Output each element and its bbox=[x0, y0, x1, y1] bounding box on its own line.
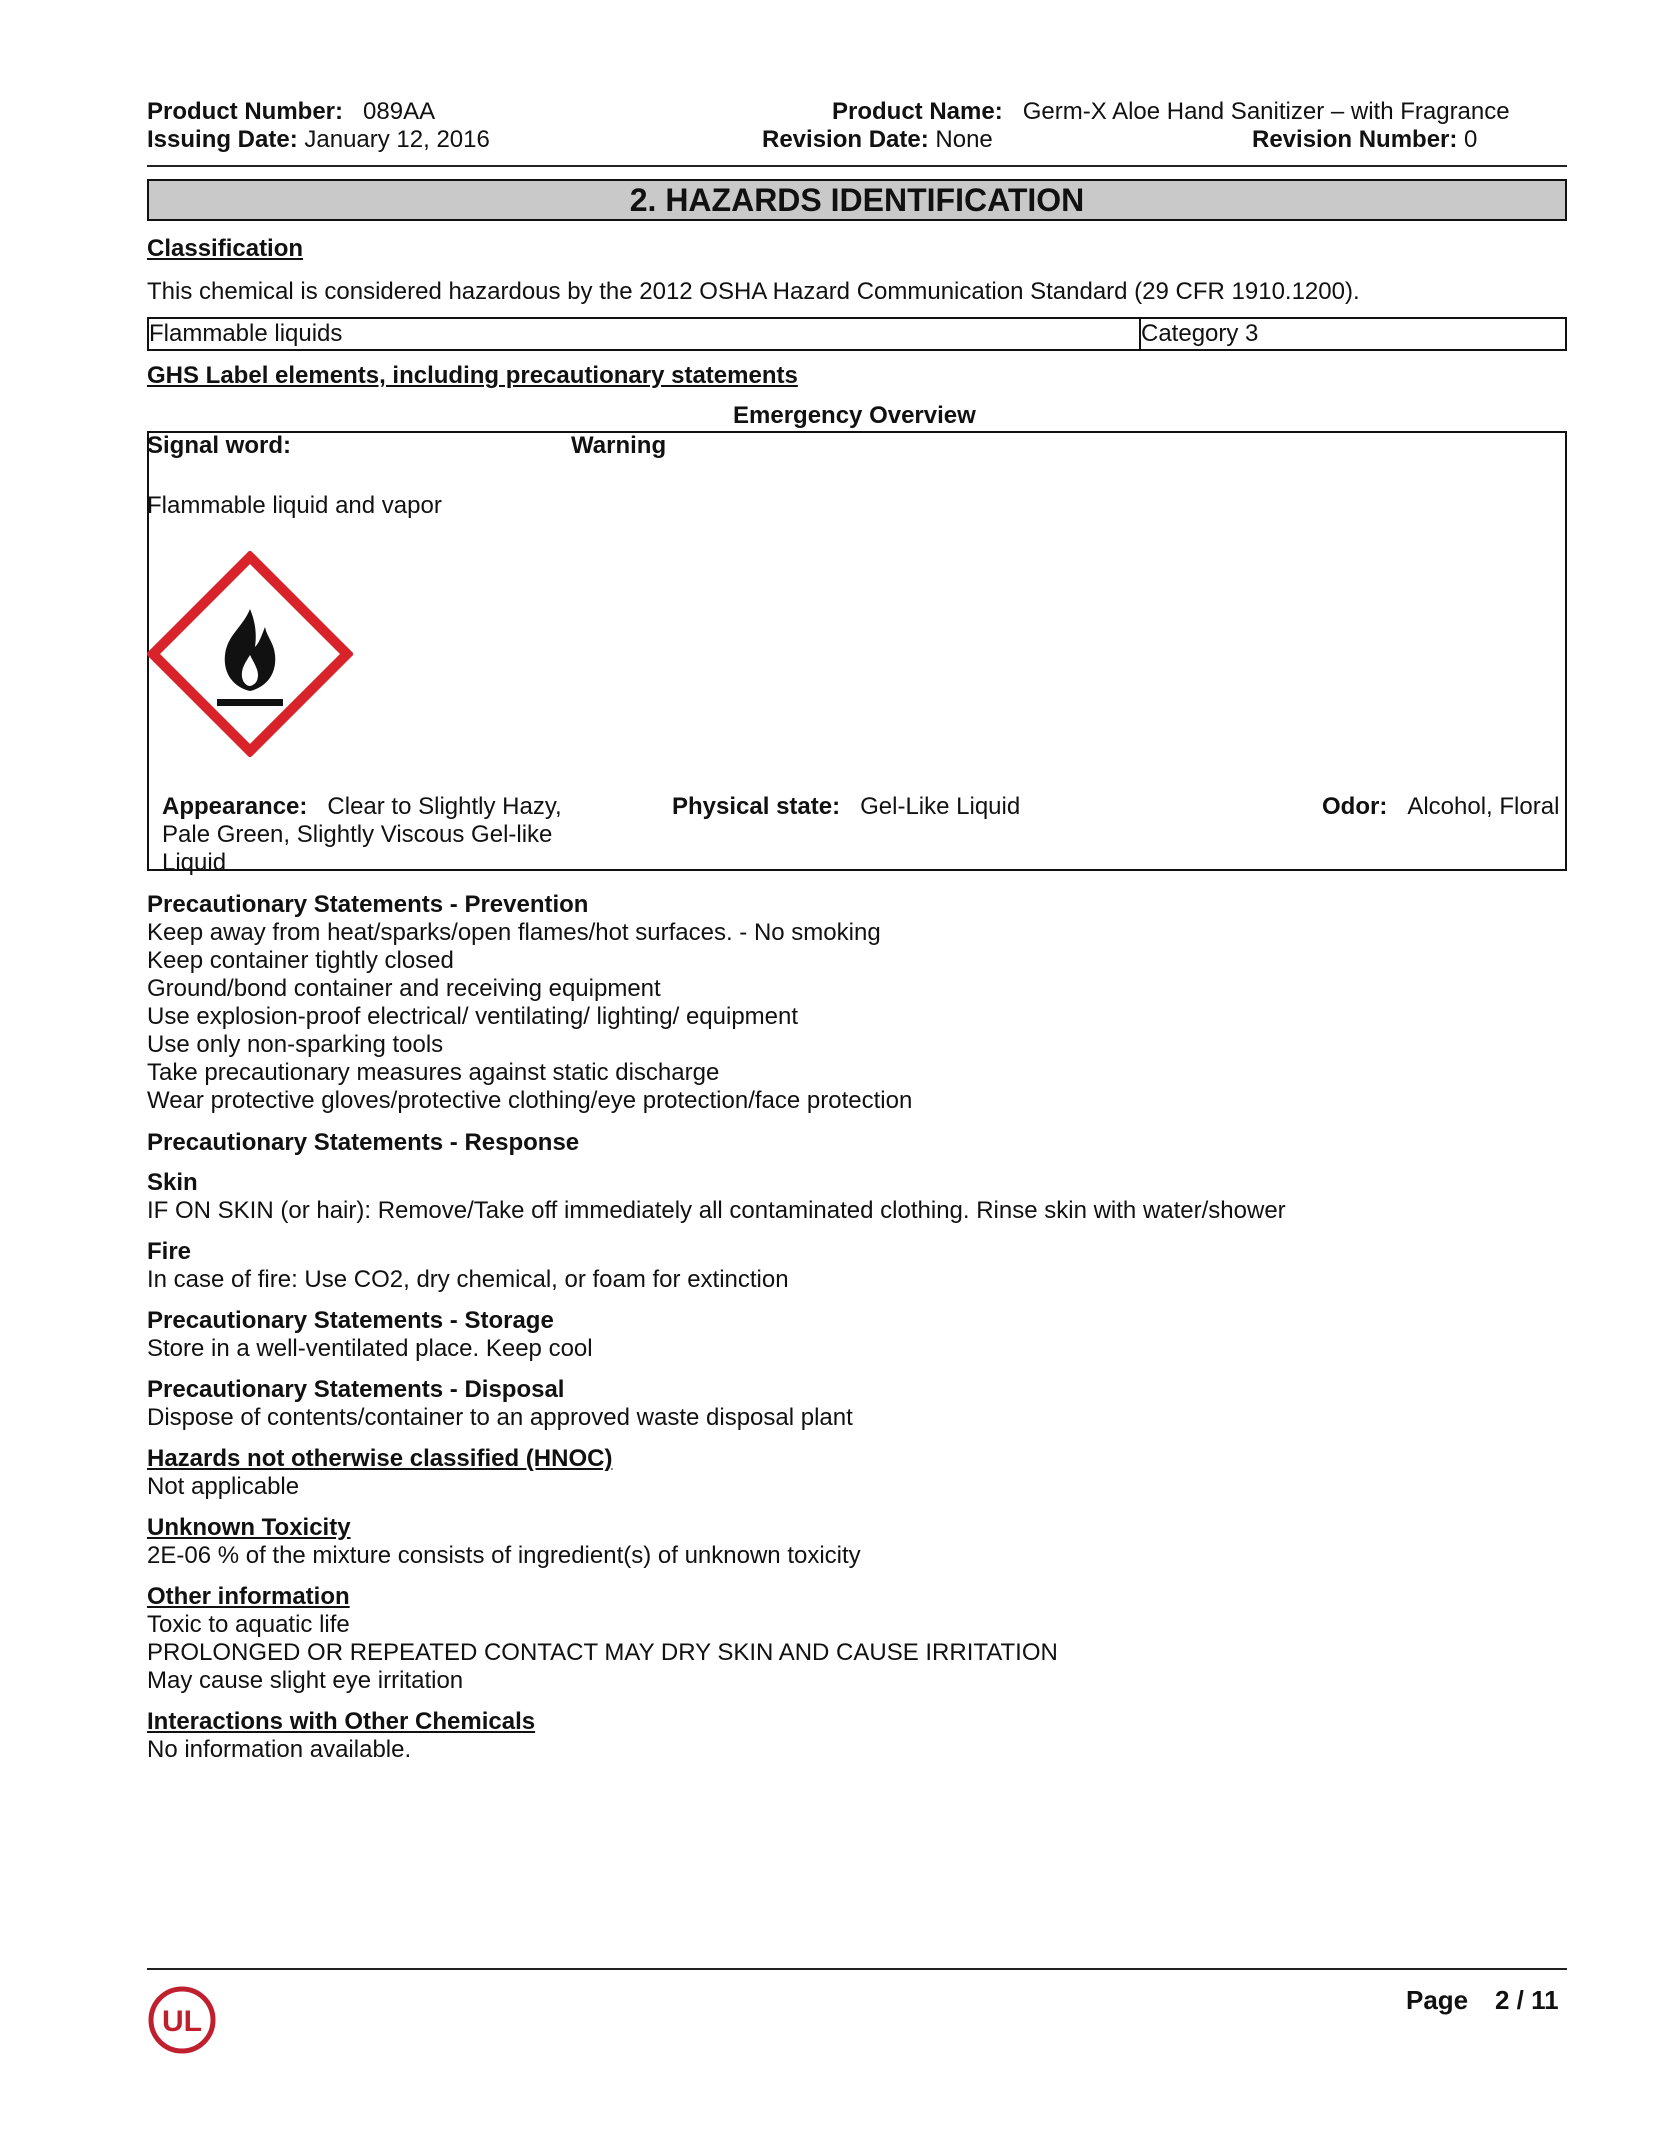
prevention-heading: Precautionary Statements - Prevention bbox=[147, 891, 589, 918]
other-info-item: Toxic to aquatic life bbox=[147, 1611, 350, 1638]
disposal-text: Dispose of contents/container to an approved waste disposal plant bbox=[147, 1404, 853, 1431]
interactions-heading: Interactions with Other Chemicals bbox=[147, 1708, 536, 1735]
hazard-statement: Flammable liquid and vapor bbox=[147, 492, 442, 519]
hazard-class: Flammable liquids bbox=[149, 320, 343, 347]
fire-text: In case of fire: Use CO2, dry chemical, or foam for extinction bbox=[147, 1266, 789, 1293]
flame-icon bbox=[147, 551, 353, 757]
appearance-line3: Liquid bbox=[162, 849, 227, 876]
other-info-heading: Other information bbox=[147, 1583, 350, 1610]
appearance: Appearance: Clear to Slightly Hazy, bbox=[162, 793, 562, 820]
skin-text: IF ON SKIN (or hair): Remove/Take off immediately all contaminated clothing. Rinse skin with water/shower bbox=[147, 1197, 1286, 1224]
prevention-item: Take precautionary measures against static discharge bbox=[147, 1059, 720, 1086]
ul-logo bbox=[147, 1985, 217, 2055]
page-label: Page bbox=[1406, 1985, 1469, 2015]
header-divider bbox=[147, 165, 1567, 167]
hazard-category: Category 3 bbox=[1139, 319, 1561, 349]
footer-divider bbox=[147, 1968, 1567, 1970]
signal-word-value: Warning bbox=[571, 432, 667, 459]
svg-text:UL: UL bbox=[162, 2005, 202, 2038]
classification-table bbox=[147, 317, 1567, 351]
prevention-item: Ground/bond container and receiving equipment bbox=[147, 975, 661, 1002]
prevention-item: Use explosion-proof electrical/ ventilating/ lighting/ equipment bbox=[147, 1003, 799, 1030]
disposal-heading: Precautionary Statements - Disposal bbox=[147, 1376, 565, 1403]
classification-text: This chemical is considered hazardous by the 2012 OSHA Hazard Communication Standard (29 CFR 1910.1200). bbox=[147, 278, 1360, 305]
fire-heading: Fire bbox=[147, 1238, 192, 1265]
storage-text: Store in a well-ventilated place. Keep cool bbox=[147, 1335, 593, 1362]
product-name: Product Name: Germ-X Aloe Hand Sanitizer – with Fragrance bbox=[832, 98, 1510, 125]
odor: Odor: Alcohol, Floral bbox=[1322, 793, 1560, 820]
prevention-item: Keep away from heat/sparks/open flames/hot surfaces. - No smoking bbox=[147, 919, 881, 946]
unknown-toxicity-heading: Unknown Toxicity bbox=[147, 1514, 351, 1541]
revision-date: Revision Date: None bbox=[762, 126, 993, 153]
emergency-overview-title: Emergency Overview bbox=[733, 402, 976, 429]
product-number: Product Number: 089AA bbox=[147, 98, 436, 125]
skin-heading: Skin bbox=[147, 1169, 198, 1196]
hnoc-text: Not applicable bbox=[147, 1473, 300, 1500]
prevention-item: Wear protective gloves/protective clothing/eye protection/face protection bbox=[147, 1087, 913, 1114]
other-info-item: May cause slight eye irritation bbox=[147, 1667, 464, 1694]
interactions-text: No information available. bbox=[147, 1736, 412, 1763]
storage-heading: Precautionary Statements - Storage bbox=[147, 1307, 554, 1334]
revision-number: Revision Number: 0 bbox=[1252, 126, 1478, 153]
ghs-heading: GHS Label elements, including precautionary statements bbox=[147, 362, 798, 389]
prevention-item: Keep container tightly closed bbox=[147, 947, 454, 974]
unknown-toxicity-text: 2E-06 % of the mixture consists of ingredient(s) of unknown toxicity bbox=[147, 1542, 861, 1569]
section-title: 2. HAZARDS IDENTIFICATION bbox=[147, 179, 1567, 221]
response-heading: Precautionary Statements - Response bbox=[147, 1129, 580, 1156]
classification-heading: Classification bbox=[147, 235, 304, 262]
hnoc-heading: Hazards not otherwise classified (HNOC) bbox=[147, 1445, 613, 1472]
physical-state: Physical state: Gel-Like Liquid bbox=[672, 793, 1021, 820]
other-info-item: PROLONGED OR REPEATED CONTACT MAY DRY SKIN AND CAUSE IRRITATION bbox=[147, 1639, 1058, 1666]
appearance-line2: Pale Green, Slightly Viscous Gel-like bbox=[162, 821, 553, 848]
signal-word-label: Signal word: bbox=[147, 432, 291, 459]
prevention-item: Use only non-sparking tools bbox=[147, 1031, 444, 1058]
issuing-date: Issuing Date: January 12, 2016 bbox=[147, 126, 490, 153]
page-number: 2 / 11 bbox=[1495, 1985, 1559, 2015]
